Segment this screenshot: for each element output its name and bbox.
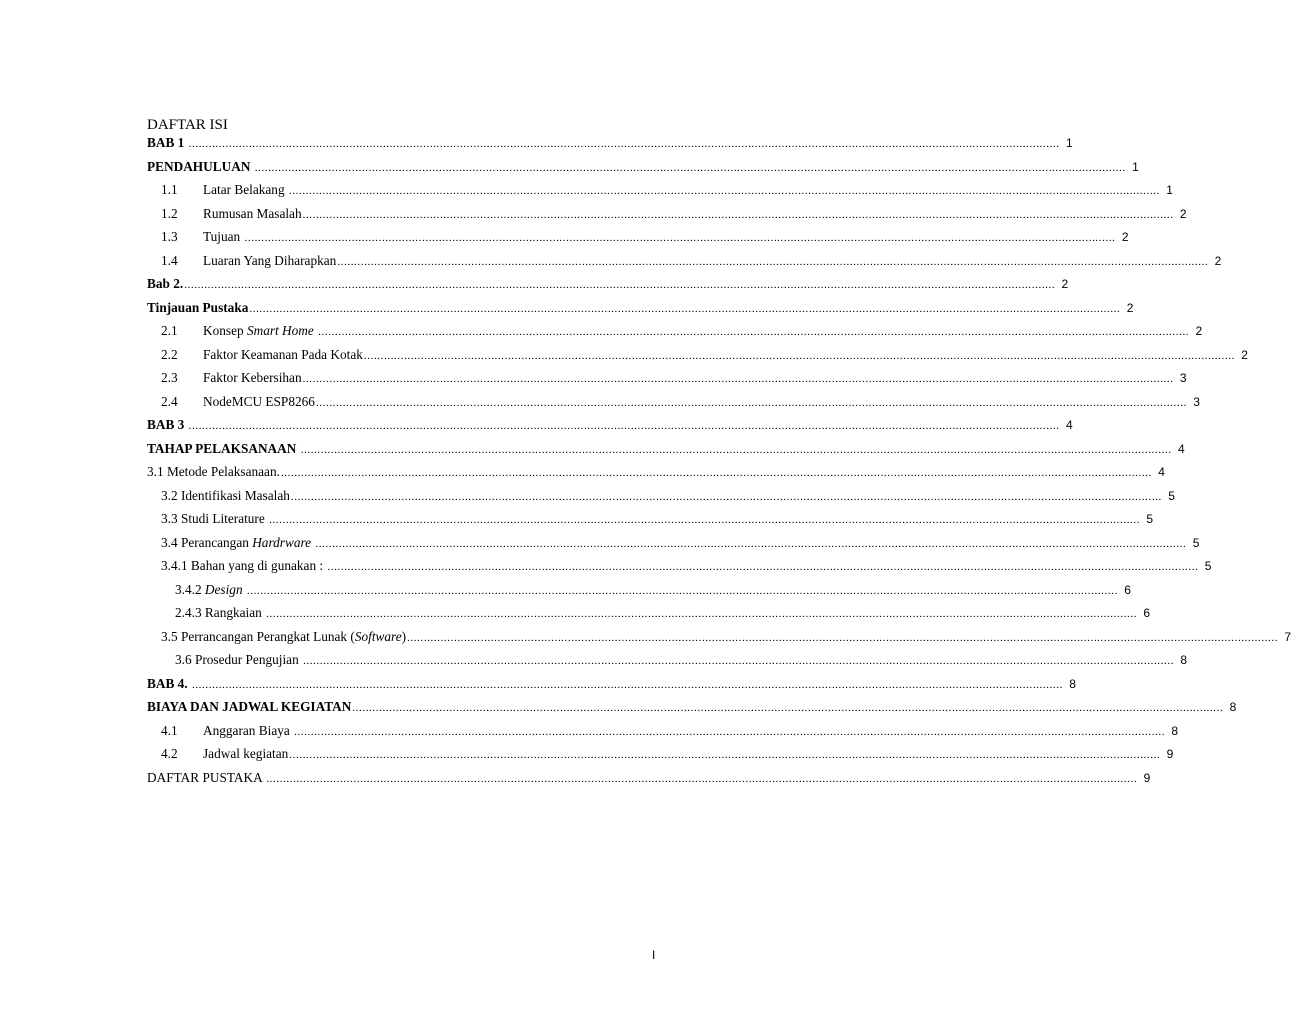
toc-entry-label	[147, 511, 268, 527]
toc-entry[interactable]	[147, 668, 1076, 692]
toc-entry-italic-text: Hardrware	[252, 534, 312, 550]
toc-entry-page: 6	[1143, 606, 1151, 620]
toc-entry-page: 2	[1179, 206, 1187, 221]
toc-entry-text: 2.4.3 Rangkaian	[175, 605, 266, 620]
toc-entry-label	[147, 135, 188, 151]
toc-entry[interactable]	[147, 269, 1069, 293]
toc-entry-label	[147, 629, 406, 645]
toc-entry-page: 8	[1229, 700, 1237, 714]
toc-entry[interactable]	[147, 480, 1175, 504]
toc-entry-text-suffix	[314, 323, 317, 339]
toc-entry-label	[147, 347, 363, 363]
toc-entry-page: 8	[1069, 676, 1076, 691]
toc-entry[interactable]	[147, 222, 1129, 246]
dot-leader: ....................................................................................................................................................................................................................................................................	[280, 467, 1152, 479]
dot-leader: ....................................................................................................................................................................................................................................................................	[246, 584, 1118, 597]
toc-entry-label	[147, 253, 336, 269]
toc-entry-label	[147, 723, 293, 739]
dot-leader: ....................................................................................................................................................................................................................................................................	[315, 396, 1187, 409]
toc-entry-page: 2	[1214, 253, 1222, 268]
toc-entry[interactable]	[147, 410, 1073, 434]
toc-entry[interactable]	[147, 151, 1139, 175]
toc-entry-italic-text: Design	[204, 581, 243, 597]
toc-entry-label	[147, 464, 280, 480]
toc-entry-text-suffix	[311, 535, 314, 551]
toc-entry-number: 1.2	[161, 205, 178, 221]
toc-entry[interactable]	[147, 386, 1200, 410]
toc-entry-label	[147, 276, 183, 292]
toc-entry-page: 5	[1192, 535, 1200, 550]
toc-entry-label	[147, 699, 351, 715]
dot-leader: ....................................................................................................................................................................................................................................................................	[315, 537, 1187, 550]
toc-entry-label	[147, 394, 315, 410]
toc-entry-page: 9	[1166, 747, 1174, 761]
toc-entry-label	[147, 676, 191, 692]
dot-leader: ....................................................................................................................................................................................................................................................................	[294, 725, 1166, 738]
toc-entry-text: NodeMCU ESP8266	[203, 393, 315, 409]
toc-entry-text: Jadwal kegiatan	[203, 746, 289, 761]
toc-entry-text: DAFTAR PUSTAKA	[147, 769, 266, 785]
toc-entry-text: Faktor Kebersihan	[203, 370, 302, 385]
dot-leader: ....................................................................................................................................................................................................................................................................	[337, 255, 1209, 268]
dot-leader: ....................................................................................................................................................................................................................................................................	[302, 373, 1174, 385]
toc-title: DAFTAR ISI	[147, 117, 228, 133]
toc-entry-text: 3.4.2	[175, 581, 205, 597]
toc-entry[interactable]	[147, 504, 1154, 528]
toc-entry-page: 6	[1124, 582, 1131, 597]
toc-entry[interactable]	[147, 363, 1187, 387]
toc-entry-page: 8	[1180, 653, 1188, 667]
dot-leader: ....................................................................................................................................................................................................................................................................	[266, 772, 1138, 785]
toc-entry-text: 3.1 Metode Pelaksanaan.	[147, 464, 280, 479]
toc-entry-text: BIAYA DAN JADWAL KEGIATAN	[147, 699, 352, 714]
toc-entry-page: 4	[1065, 418, 1073, 432]
toc-entry-label	[147, 605, 265, 621]
toc-entry-page: 2	[1241, 347, 1248, 362]
toc-entry-label	[147, 582, 246, 598]
toc-entry-text: PENDAHULUAN	[147, 158, 254, 174]
dot-leader: ....................................................................................................................................................................................................................................................................	[188, 138, 1060, 150]
toc-entry-label	[147, 323, 317, 339]
dot-leader: ....................................................................................................................................................................................................................................................................	[302, 208, 1174, 221]
toc-entry[interactable]	[147, 692, 1237, 716]
toc-entry-italic-text: Software	[354, 628, 402, 644]
toc-entry-text: 3.4 Perancangan	[161, 534, 253, 550]
toc-entry-label	[147, 300, 248, 316]
toc-entry-label	[147, 558, 326, 574]
dot-leader: ....................................................................................................................................................................................................................................................................	[363, 349, 1235, 362]
toc-entry-label	[147, 206, 302, 222]
toc-entry[interactable]	[147, 527, 1200, 551]
toc-entry-label	[147, 229, 244, 245]
toc-entry-label	[147, 441, 300, 457]
toc-entry[interactable]	[147, 715, 1179, 739]
toc-entry-label	[147, 652, 302, 668]
toc-entry-label	[147, 159, 254, 175]
toc-entry-number: 4.1	[161, 722, 178, 738]
dot-leader: ....................................................................................................................................................................................................................................................................	[352, 702, 1224, 714]
toc-entry[interactable]	[147, 175, 1173, 199]
toc-entry[interactable]	[147, 551, 1212, 575]
toc-entry-number: 2.4	[161, 393, 178, 409]
toc-entry-page: 2	[1061, 277, 1069, 291]
dot-leader: ....................................................................................................................................................................................................................................................................	[318, 326, 1190, 338]
table-of-contents	[147, 134, 1291, 786]
toc-entry[interactable]	[147, 339, 1248, 363]
toc-entry-page: 5	[1168, 488, 1175, 503]
toc-entry-text: Tujuan	[203, 229, 244, 244]
toc-entry-text: TAHAP PELAKSANAAN	[147, 440, 300, 456]
dot-leader: ....................................................................................................................................................................................................................................................................	[289, 749, 1161, 761]
toc-entry[interactable]	[147, 621, 1291, 645]
dot-leader: ....................................................................................................................................................................................................................................................................	[249, 302, 1121, 315]
toc-entry-text-suffix	[243, 582, 246, 598]
toc-entry-page: 4	[1158, 465, 1165, 479]
toc-entry-number: 2.1	[161, 323, 178, 338]
dot-leader: ....................................................................................................................................................................................................................................................................	[184, 279, 1056, 291]
toc-entry-page: 9	[1143, 770, 1151, 785]
toc-entry-text: Faktor Keamanan Pada Kotak	[203, 346, 363, 362]
dot-leader: ....................................................................................................................................................................................................................................................................	[269, 514, 1141, 526]
toc-entry[interactable]	[147, 645, 1188, 669]
toc-entry-number: 2.2	[161, 346, 178, 362]
toc-entry-page: 3	[1179, 371, 1187, 385]
toc-entry-text: 3.6 Prosedur Pengujian	[175, 652, 303, 667]
dot-leader: ....................................................................................................................................................................................................................................................................	[327, 561, 1199, 573]
toc-entry-text: Bab 2.	[147, 276, 184, 291]
toc-entry-text: Luaran Yang Diharapkan	[203, 252, 337, 268]
toc-entry-label	[147, 488, 290, 504]
toc-entry-text: 3.3 Studi Literature	[161, 511, 269, 526]
toc-entry-page: 5	[1204, 559, 1212, 573]
toc-entry-label	[147, 182, 288, 198]
toc-entry-page: 2	[1195, 324, 1203, 338]
toc-entry[interactable]	[147, 292, 1134, 316]
toc-entry[interactable]	[147, 762, 1151, 786]
toc-entry[interactable]	[147, 134, 1073, 151]
toc-entry-page: 1	[1132, 159, 1139, 174]
toc-entry-page: 3	[1193, 394, 1200, 409]
dot-leader: ....................................................................................................................................................................................................................................................................	[288, 185, 1160, 197]
toc-entry[interactable]	[147, 574, 1131, 598]
toc-entry-number: 4.2	[161, 746, 178, 761]
toc-entry[interactable]	[147, 245, 1222, 269]
toc-entry-text-suffix: )	[401, 628, 407, 644]
toc-entry[interactable]	[147, 433, 1185, 457]
toc-entry-text: Latar Belakang	[203, 182, 288, 197]
dot-leader: ....................................................................................................................................................................................................................................................................	[303, 655, 1175, 667]
dot-leader: ....................................................................................................................................................................................................................................................................	[407, 631, 1279, 644]
toc-entry-text: Rumusan Masalah	[203, 205, 302, 221]
toc-entry-page: 5	[1146, 512, 1154, 526]
dot-leader: ....................................................................................................................................................................................................................................................................	[290, 490, 1162, 503]
toc-entry-text: Tinjauan Pustaka	[147, 299, 249, 315]
dot-leader: ....................................................................................................................................................................................................................................................................	[191, 678, 1063, 691]
toc-entry-text: BAB 4.	[147, 675, 191, 691]
toc-entry-text: Konsep	[203, 323, 247, 338]
toc-entry-text: BAB 1	[147, 135, 188, 150]
toc-entry-number: 2.3	[161, 370, 178, 385]
toc-entry-page: 4	[1178, 441, 1185, 456]
toc-entry[interactable]	[147, 457, 1165, 481]
dot-leader: ....................................................................................................................................................................................................................................................................	[300, 443, 1172, 456]
dot-leader: ....................................................................................................................................................................................................................................................................	[188, 420, 1060, 432]
toc-entry-label	[147, 770, 265, 786]
toc-entry[interactable]	[147, 198, 1187, 222]
toc-entry-text: BAB 3	[147, 417, 188, 432]
toc-entry-text: Anggaran Biaya	[203, 722, 294, 738]
toc-entry-label	[147, 746, 288, 762]
toc-entry-number: 1.1	[161, 182, 178, 197]
toc-entry-page: 7	[1284, 629, 1291, 644]
dot-leader: ....................................................................................................................................................................................................................................................................	[266, 608, 1138, 620]
page-number: I	[652, 948, 656, 962]
toc-entry-page: 8	[1171, 723, 1179, 738]
toc-entry[interactable]	[147, 316, 1203, 340]
toc-entry-italic-text: Smart Home	[246, 323, 314, 338]
toc-entry[interactable]	[147, 739, 1174, 763]
toc-entry[interactable]	[147, 598, 1151, 622]
dot-leader: ....................................................................................................................................................................................................................................................................	[254, 161, 1126, 174]
toc-entry-text: 3.5 Perrancangan Perangkat Lunak (	[161, 628, 355, 644]
toc-entry-page: 1	[1065, 136, 1073, 150]
toc-entry-text: 3.2 Identifikasi Masalah	[161, 487, 290, 503]
toc-entry-label	[147, 535, 314, 551]
toc-entry-page: 1	[1166, 183, 1173, 197]
toc-entry-page: 2	[1121, 230, 1129, 244]
toc-entry-page: 2	[1126, 300, 1134, 315]
toc-entry-label	[147, 417, 188, 433]
toc-entry-label	[147, 370, 302, 386]
toc-entry-text: 3.4.1 Bahan yang di gunakan :	[161, 558, 327, 573]
toc-entry-number: 1.4	[161, 252, 178, 268]
dot-leader: ....................................................................................................................................................................................................................................................................	[244, 232, 1116, 244]
toc-entry-number: 1.3	[161, 229, 178, 244]
